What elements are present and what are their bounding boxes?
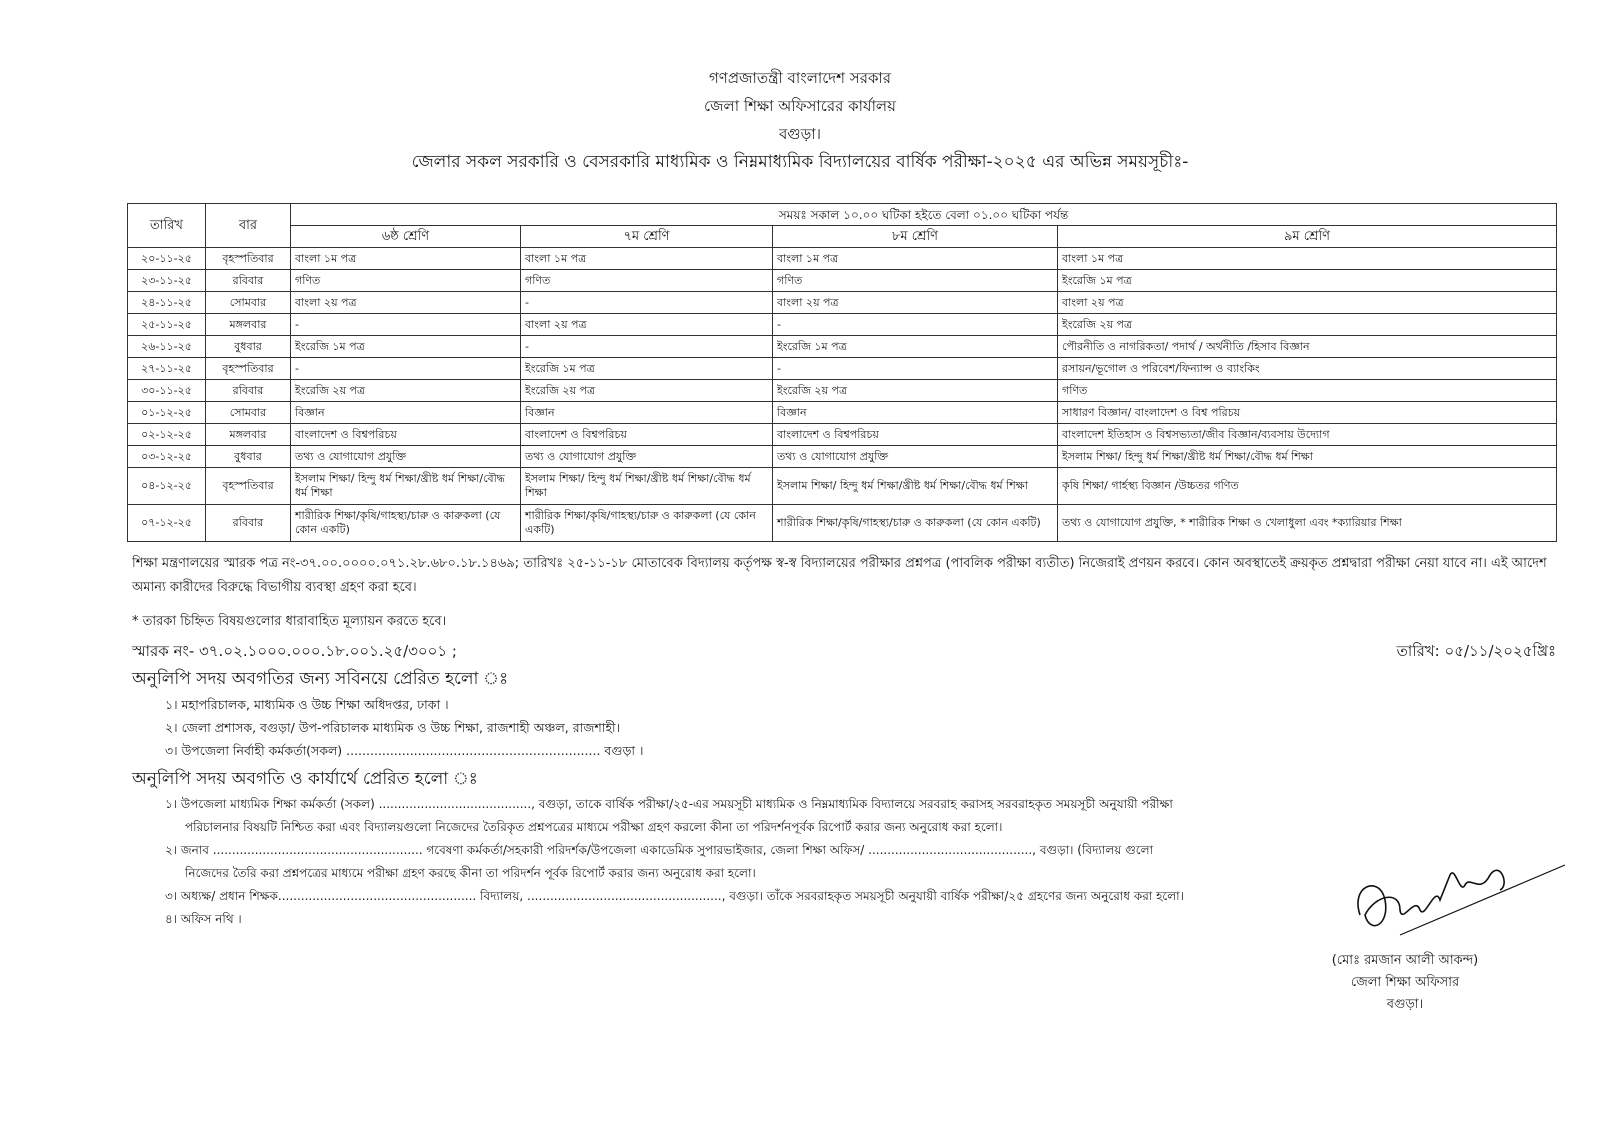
cell-date: ২৫-১১-২৫ (128, 314, 206, 336)
column-header-class-7: ৭ম শ্রেণি (521, 226, 773, 248)
list-item: ৩। অধ্যক্ষ/ প্রধান শিক্ষক.................................................... বিদ্যালয়, ..................................................., বগুড়া। তাঁকে সরবরাহকৃত সময়সূচী অনুযায়ী বার্ষিক পরীক্ষা/২৫ গ্রহণের জন্য অনুরোধ করা হলো। (165, 889, 1184, 903)
exam-schedule-table (127, 203, 1557, 542)
cell-class-9: বাংলা ১ম পত্র (1058, 248, 1557, 270)
list-item: ২। জেলা প্রশাসক, বগুড়া/ উপ-পরিচালক মাধ্যমিক ও উচ্চ শিক্ষা, রাজশাহী অঞ্চল, রাজশাহী। (165, 720, 621, 735)
column-header-class-9: ৯ম শ্রেণি (1058, 226, 1557, 248)
cell-class-6: বাংলা ১ম পত্র (291, 248, 521, 270)
cell-day: বুধবার (206, 446, 291, 468)
cell-class-6: গণিত (291, 270, 521, 292)
cell-class-6: বিজ্ঞান (291, 402, 521, 424)
cell-class-6: বাংলাদেশ ও বিশ্বপরিচয় (291, 424, 521, 446)
cell-class-9: কৃষি শিক্ষা/ গার্হস্থ্য বিজ্ঞান /উচ্চতর গণিত (1058, 468, 1557, 505)
cell-class-7: বাংলাদেশ ও বিশ্বপরিচয় (521, 424, 773, 446)
cell-date: ০৪-১২-২৫ (128, 468, 206, 505)
office-location: বগুড়া। (778, 125, 822, 143)
cell-class-9: পৌরনীতি ও নাগরিকতা/ পদার্থ / অর্থনীতি /হিসাব বিজ্ঞান (1058, 336, 1557, 358)
cell-class-9: রসায়ন/ভূগোল ও পরিবেশ/ফিন্যান্স ও ব্যাংকিং (1058, 358, 1557, 380)
cell-class-7: ইসলাম শিক্ষা/ হিন্দু ধর্ম শিক্ষা/খ্রীষ্ট ধর্ম শিক্ষা/বৌদ্ধ ধর্ম শিক্ষা (521, 468, 773, 505)
cell-class-8: ইংরেজি ২য় পত্র (773, 380, 1058, 402)
cell-class-9: ইংরেজি ১ম পত্র (1058, 270, 1557, 292)
cell-date: ০৩-১২-২৫ (128, 446, 206, 468)
table-row (128, 314, 1557, 336)
table-row (128, 380, 1557, 402)
list-item-cont: পরিচালনার বিষয়টি নিশ্চিত করা এবং বিদ্যালয়গুলো নিজেদের তৈরিকৃত প্রশ্নপত্রের মাধ্যমে পরীক্ষা গ্রহণ করলো কীনা তা পরিদর্শনপূর্বক রিপোর্ট করার জন্য অনুরোধ করা হলো। (185, 820, 1003, 834)
table-row (128, 336, 1557, 358)
copy-action-heading: অনুলিপি সদয় অবগতি ও কার্যার্থে প্রেরিত হলো ঃ (132, 769, 478, 789)
cell-class-7: শারীরিক শিক্ষা/কৃষি/গাহস্থ্য/চারু ও কারুকলা (যে কোন একটি) (521, 505, 773, 542)
cell-class-7: তথ্য ও যোগাযোগ প্রযুক্তি (521, 446, 773, 468)
column-header-class-8: ৮ম শ্রেণি (773, 226, 1058, 248)
column-header-date: তারিখ (128, 204, 206, 248)
office-name: জেলা শিক্ষা অফিসারের কার্যালয় (704, 97, 896, 115)
cell-date: ০১-১২-২৫ (128, 402, 206, 424)
cell-class-6: ইংরেজি ১ম পত্র (291, 336, 521, 358)
govt-name: গণপ্রজাতন্ত্রী বাংলাদেশ সরকার (708, 69, 892, 87)
list-item: ৩। উপজেলা নির্বাহী কর্মকর্তা(সকল) ................................................................ বগুড়া । (165, 743, 644, 758)
cell-class-9: সাধারণ বিজ্ঞান/ বাংলাদেশ ও বিশ্ব পরিচয় (1058, 402, 1557, 424)
copy-info-heading: অনুলিপি সদয় অবগতির জন্য সবিনয়ে প্রেরিত হলো ঃ (132, 669, 509, 689)
star-note: * তারকা চিহ্নিত বিষয়গুলোর ধারাবাহিত মূল্যায়ন করতে হবে। (132, 614, 447, 629)
cell-class-7: বাংলা ২য় পত্র (521, 314, 773, 336)
signatory-name: (মোঃ রমজান আলী আকন্দ) (1331, 953, 1479, 968)
signature-icon (1340, 855, 1570, 955)
copy-info-list (145, 693, 1555, 762)
table-row (128, 446, 1557, 468)
cell-day: রবিবার (206, 380, 291, 402)
signatory-block (1285, 950, 1525, 1016)
cell-day: সোমবার (206, 292, 291, 314)
cell-date: ২৬-১১-২৫ (128, 336, 206, 358)
cell-class-6: ইসলাম শিক্ষা/ হিন্দু ধর্ম শিক্ষা/খ্রীষ্ট ধর্ম শিক্ষা/বৌদ্ধ ধর্ম শিক্ষা (291, 468, 521, 505)
signatory-place: বগুড়া। (1386, 997, 1424, 1012)
cell-class-7: - (521, 336, 773, 358)
cell-class-8: বাংলা ২য় পত্র (773, 292, 1058, 314)
table-row (128, 424, 1557, 446)
cell-class-9: তথ্য ও যোগাযোগ প্রযুক্তি, * শারীরিক শিক্ষা ও খেলাধুলা এবং *ক্যারিয়ার শিক্ষা (1058, 505, 1557, 542)
cell-day: সোমবার (206, 402, 291, 424)
cell-class-9: বাংলাদেশ ইতিহাস ও বিশ্বসভ্যতা/জীব বিজ্ঞান/ব্যবসায় উদ্যোগ (1058, 424, 1557, 446)
ministry-notice: শিক্ষা মন্ত্রণালয়ের স্মারক পত্র নং-৩৭.০০.০০০০.০৭১.২৮.৬৮০.১৮.১৪৬৯; তারিখঃ ২৫-১১-১৮ মোতাবেক বিদ্যালয় কর্তৃপক্ষ স্ব-স্ব বিদ্যালয়ের পরীক্ষার প্রশ্নপত্র (পাবলিক পরীক্ষা ব্যতীত) নিজেরাই প্রণয়ন করবে। কোন অবস্থাতেই ক্রয়কৃত প্রশ্নদ্বারা পরীক্ষা নেয়া যাবে না। এই আদেশ অমান্য কারীদের বিরুদ্ধে বিভাগীয় ব্যবস্থা গ্রহণ করা হবে। (132, 556, 1547, 595)
cell-class-7: ইংরেজি ২য় পত্র (521, 380, 773, 402)
cell-date: ৩০-১১-২৫ (128, 380, 206, 402)
cell-date: ২০-১১-২৫ (128, 248, 206, 270)
memo-date: তারিখ: ০৫/১১/২০২৫খ্রিঃ (1396, 642, 1556, 660)
time-header: সময়ঃ সকাল ১০.০০ ঘটিকা হইতে বেলা ০১.০০ ঘটিকা পর্যন্ত (291, 204, 1557, 226)
document-title: জেলার সকল সরকারি ও বেসরকারি মাধ্যমিক ও নিম্নমাধ্যমিক বিদ্যালয়ের বার্ষিক পরীক্ষা-২০২৫ এর অভিন্ন সময়সূচীঃ- (411, 152, 1189, 172)
cell-day: বৃহস্পতিবার (206, 248, 291, 270)
cell-date: ২৭-১১-২৫ (128, 358, 206, 380)
letterhead (0, 64, 1600, 176)
cell-class-7: বাংলা ১ম পত্র (521, 248, 773, 270)
cell-class-9: ইসলাম শিক্ষা/ হিন্দু ধর্ম শিক্ষা/খ্রীষ্ট ধর্ম শিক্ষা/বৌদ্ধ ধর্ম শিক্ষা (1058, 446, 1557, 468)
table-row (128, 358, 1557, 380)
column-header-day: বার (206, 204, 291, 248)
table-row (128, 468, 1557, 505)
cell-class-7: ইংরেজি ১ম পত্র (521, 358, 773, 380)
cell-day: মঙ্গলবার (206, 424, 291, 446)
cell-class-8: শারীরিক শিক্ষা/কৃষি/গাহস্থ্য/চারু ও কারুকলা (যে কোন একটি) (773, 505, 1058, 542)
cell-class-8: বিজ্ঞান (773, 402, 1058, 424)
cell-class-6: তথ্য ও যোগাযোগ প্রযুক্তি (291, 446, 521, 468)
cell-class-7: - (521, 292, 773, 314)
table-row (128, 402, 1557, 424)
cell-day: বৃহস্পতিবার (206, 468, 291, 505)
cell-class-8: তথ্য ও যোগাযোগ প্রযুক্তি (773, 446, 1058, 468)
cell-date: ০৭-১২-২৫ (128, 505, 206, 542)
cell-class-6: বাংলা ২য় পত্র (291, 292, 521, 314)
cell-date: ০২-১২-২৫ (128, 424, 206, 446)
cell-class-8: ইংরেজি ১ম পত্র (773, 336, 1058, 358)
list-item: ১। উপজেলা মাধ্যমিক শিক্ষা কর্মকর্তা (সকল) ........................................, বগুড়া, তাকে বার্ষিক পরীক্ষা/২৫-এর সময়সূচী মাধ্যমিক ও নিম্নমাধ্যমিক বিদ্যালয়ে সরবরাহ করাসহ সরবরাহকৃত সময়সূচী অনুযায়ী পরীক্ষা (165, 797, 1173, 811)
cell-class-6: শারীরিক শিক্ষা/কৃষি/গাহস্থ্য/চারু ও কারুকলা (যে কোন একটি) (291, 505, 521, 542)
cell-class-6: - (291, 358, 521, 380)
list-item: ২। জনাব ....................................................... গবেষণা কর্মকর্তা/সহকারী পরিদর্শক/উপজেলা একাডেমিক সুপারভাইজার, জেলা শিক্ষা অফিস/ ..........................................., বগুড়া। (বিদ্যালয় গুলো (165, 843, 1154, 857)
cell-class-8: বাংলাদেশ ও বিশ্বপরিচয় (773, 424, 1058, 446)
cell-class-8: - (773, 358, 1058, 380)
cell-day: রবিবার (206, 505, 291, 542)
cell-date: ২৪-১১-২৫ (128, 292, 206, 314)
cell-class-8: বাংলা ১ম পত্র (773, 248, 1058, 270)
table-row (128, 248, 1557, 270)
signatory-designation: জেলা শিক্ষা অফিসার (1350, 975, 1460, 990)
cell-class-7: গণিত (521, 270, 773, 292)
cell-class-8: ইসলাম শিক্ষা/ হিন্দু ধর্ম শিক্ষা/খ্রীষ্ট ধর্ম শিক্ষা/বৌদ্ধ ধর্ম শিক্ষা (773, 468, 1058, 505)
cell-day: রবিবার (206, 270, 291, 292)
cell-class-6: - (291, 314, 521, 336)
list-item-cont: নিজেদের তৈরি করা প্রশ্নপত্রের মাধ্যমে পরীক্ষা গ্রহণ করছে কীনা তা পরিদর্শন পূর্বক রিপোর্ট করার জন্য অনুরোধ করা হলো। (185, 866, 756, 880)
cell-class-9: ইংরেজি ২য় পত্র (1058, 314, 1557, 336)
cell-class-9: গণিত (1058, 380, 1557, 402)
cell-class-7: বিজ্ঞান (521, 402, 773, 424)
cell-day: মঙ্গলবার (206, 314, 291, 336)
list-item: ৪। অফিস নথি । (165, 912, 242, 926)
column-header-class-6: ৬ষ্ঠ শ্রেণি (291, 226, 521, 248)
table-row (128, 270, 1557, 292)
cell-class-8: - (773, 314, 1058, 336)
cell-class-8: গণিত (773, 270, 1058, 292)
memo-number: স্মারক নং- ৩৭.০২.১০০০.০০০.১৮.০০১.২৫/৩০০১ ; (132, 642, 457, 660)
cell-class-6: ইংরেজি ২য় পত্র (291, 380, 521, 402)
cell-date: ২৩-১১-২৫ (128, 270, 206, 292)
cell-day: বৃহস্পতিবার (206, 358, 291, 380)
table-row (128, 505, 1557, 542)
list-item: ১। মহাপরিচালক, মাধ্যমিক ও উচ্চ শিক্ষা অধিদপ্তর, ঢাকা । (165, 697, 449, 712)
cell-day: বুধবার (206, 336, 291, 358)
table-row (128, 292, 1557, 314)
cell-class-9: বাংলা ২য় পত্র (1058, 292, 1557, 314)
